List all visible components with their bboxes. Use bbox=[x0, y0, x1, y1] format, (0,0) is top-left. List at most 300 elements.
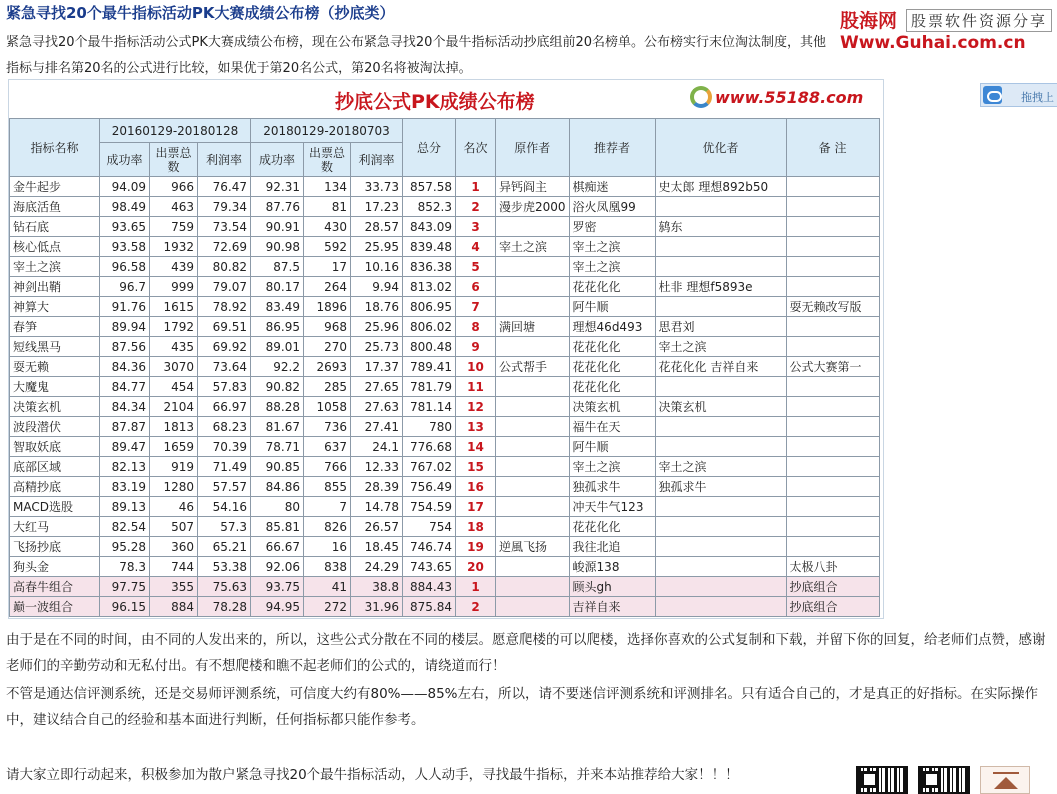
cell-note bbox=[786, 517, 879, 537]
cell-profit-2: 25.73 bbox=[351, 337, 403, 357]
cell-total: 789.41 bbox=[403, 357, 456, 377]
cell-profit-1: 76.47 bbox=[198, 177, 251, 197]
cell-signals-2: 264 bbox=[304, 277, 351, 297]
cell-note bbox=[786, 217, 879, 237]
cell-success-1: 97.75 bbox=[100, 577, 150, 597]
cell-author: 宰土之滨 bbox=[496, 237, 570, 257]
cloud-icon bbox=[983, 86, 1002, 104]
qr-code-icon bbox=[856, 766, 908, 794]
cell-note bbox=[786, 177, 879, 197]
cell-total: 767.02 bbox=[403, 457, 456, 477]
cell-profit-1: 57.57 bbox=[198, 477, 251, 497]
header-profit: 利润率 bbox=[351, 143, 403, 177]
cell-name: 大红马 bbox=[10, 517, 100, 537]
cell-note: 抄底组合 bbox=[786, 577, 879, 597]
cell-profit-1: 72.69 bbox=[198, 237, 251, 257]
cell-success-2: 80 bbox=[251, 497, 304, 517]
cell-success-2: 80.17 bbox=[251, 277, 304, 297]
logo-slogan: 股票软件资源分享 bbox=[906, 9, 1052, 32]
cell-success-2: 87.5 bbox=[251, 257, 304, 277]
cell-signals-1: 2104 bbox=[150, 397, 198, 417]
cell-optimizer bbox=[655, 597, 786, 617]
cell-success-2: 78.71 bbox=[251, 437, 304, 457]
cell-rank: 1 bbox=[456, 577, 496, 597]
cell-success-1: 96.15 bbox=[100, 597, 150, 617]
cell-author bbox=[496, 437, 570, 457]
header-success: 成功率 bbox=[251, 143, 304, 177]
cell-total: 839.48 bbox=[403, 237, 456, 257]
cell-rank: 7 bbox=[456, 297, 496, 317]
header-profit: 利润率 bbox=[198, 143, 251, 177]
cell-optimizer: 杜非 理想f5893e bbox=[655, 277, 786, 297]
cell-signals-2: 2693 bbox=[304, 357, 351, 377]
table-row bbox=[10, 517, 880, 537]
cell-author bbox=[496, 457, 570, 477]
cell-success-2: 66.67 bbox=[251, 537, 304, 557]
cell-success-1: 98.49 bbox=[100, 197, 150, 217]
cell-success-1: 94.09 bbox=[100, 177, 150, 197]
ranking-table bbox=[9, 118, 880, 617]
cell-note bbox=[786, 457, 879, 477]
cell-success-2: 92.06 bbox=[251, 557, 304, 577]
cell-total: 813.02 bbox=[403, 277, 456, 297]
cell-author bbox=[496, 597, 570, 617]
cell-signals-1: 1932 bbox=[150, 237, 198, 257]
table-row bbox=[10, 537, 880, 557]
cell-recommender: 花花化化 bbox=[569, 517, 655, 537]
cell-note bbox=[786, 317, 879, 337]
cell-signals-1: 439 bbox=[150, 257, 198, 277]
cell-optimizer bbox=[655, 417, 786, 437]
cell-total: 800.48 bbox=[403, 337, 456, 357]
table-row bbox=[10, 477, 880, 497]
swirl-icon bbox=[690, 86, 712, 108]
cell-success-1: 87.87 bbox=[100, 417, 150, 437]
cell-profit-1: 80.82 bbox=[198, 257, 251, 277]
cell-rank: 5 bbox=[456, 257, 496, 277]
cell-optimizer: 花花化化 吉祥自来 bbox=[655, 357, 786, 377]
cell-signals-2: 7 bbox=[304, 497, 351, 517]
cell-name: MACD选股 bbox=[10, 497, 100, 517]
table-row bbox=[10, 337, 880, 357]
cell-optimizer bbox=[655, 497, 786, 517]
cell-rank: 9 bbox=[456, 337, 496, 357]
intro-text: 紧急寻找20个最牛指标活动公式PK大赛成绩公布榜，现在公布紧急寻找20个最牛指标活动抄底组前20名榜单。公布榜实行末位淘汰制度，其他指标与排名第20名的公式进行比较，如果优于第20名公式，第20名将被淘汰掉。 bbox=[6, 35, 826, 76]
cell-signals-2: 826 bbox=[304, 517, 351, 537]
cell-rank: 14 bbox=[456, 437, 496, 457]
cell-signals-1: 435 bbox=[150, 337, 198, 357]
cell-recommender: 吉祥自来 bbox=[569, 597, 655, 617]
cell-total: 781.14 bbox=[403, 397, 456, 417]
header-period1: 20160129-20180128 bbox=[100, 119, 251, 143]
cell-profit-2: 24.29 bbox=[351, 557, 403, 577]
cell-author: 满回塘 bbox=[496, 317, 570, 337]
table-row bbox=[10, 257, 880, 277]
cell-recommender: 阿牛顺 bbox=[569, 437, 655, 457]
cell-author bbox=[496, 337, 570, 357]
cell-profit-1: 73.54 bbox=[198, 217, 251, 237]
cell-signals-1: 966 bbox=[150, 177, 198, 197]
cell-signals-2: 1896 bbox=[304, 297, 351, 317]
cell-success-1: 87.56 bbox=[100, 337, 150, 357]
cell-total: 806.95 bbox=[403, 297, 456, 317]
cell-success-2: 90.98 bbox=[251, 237, 304, 257]
cell-note: 太极八卦 bbox=[786, 557, 879, 577]
cell-author bbox=[496, 297, 570, 317]
cell-author: 异钙阎主 bbox=[496, 177, 570, 197]
back-to-top-button[interactable] bbox=[980, 766, 1030, 794]
table-row bbox=[10, 437, 880, 457]
cell-signals-2: 838 bbox=[304, 557, 351, 577]
cell-note bbox=[786, 377, 879, 397]
cell-signals-2: 968 bbox=[304, 317, 351, 337]
cell-note: 耍无赖改写版 bbox=[786, 297, 879, 317]
cell-note bbox=[786, 437, 879, 457]
cell-success-1: 93.58 bbox=[100, 237, 150, 257]
cell-rank: 12 bbox=[456, 397, 496, 417]
cell-success-2: 92.31 bbox=[251, 177, 304, 197]
cell-signals-1: 507 bbox=[150, 517, 198, 537]
cell-profit-2: 24.1 bbox=[351, 437, 403, 457]
cell-success-1: 96.7 bbox=[100, 277, 150, 297]
cell-success-1: 96.58 bbox=[100, 257, 150, 277]
cell-rank: 2 bbox=[456, 197, 496, 217]
cell-total: 780 bbox=[403, 417, 456, 437]
footer-paragraph-1: 由于是在不同的时间，由不同的人发出来的，所以，这些公式分散在不同的楼层。愿意爬楼的可以爬楼，选择你喜欢的公式复制和下载，并留下你的回复，给老师们点赞，感谢老师们的辛勤劳动和无私付出。有不想爬楼和瞧不起老师们的公式的，请绕道而行！ bbox=[6, 632, 1046, 674]
cell-success-2: 87.76 bbox=[251, 197, 304, 217]
cell-author: 逆風飞扬 bbox=[496, 537, 570, 557]
cell-profit-1: 68.23 bbox=[198, 417, 251, 437]
cell-note bbox=[786, 417, 879, 437]
cell-recommender: 阿牛顺 bbox=[569, 297, 655, 317]
cell-profit-2: 31.96 bbox=[351, 597, 403, 617]
cell-author bbox=[496, 577, 570, 597]
cell-success-1: 83.19 bbox=[100, 477, 150, 497]
cell-success-1: 84.36 bbox=[100, 357, 150, 377]
cell-profit-2: 28.57 bbox=[351, 217, 403, 237]
cell-profit-1: 54.16 bbox=[198, 497, 251, 517]
cell-profit-2: 14.78 bbox=[351, 497, 403, 517]
cell-optimizer: 宰土之滨 bbox=[655, 337, 786, 357]
site-logo[interactable] bbox=[834, 2, 1057, 54]
cell-signals-1: 919 bbox=[150, 457, 198, 477]
cell-success-2: 88.28 bbox=[251, 397, 304, 417]
cell-total: 776.68 bbox=[403, 437, 456, 457]
footer-paragraph-2: 不管是通达信评测系统，还是交易师评测系统，可信度大约有80%——85%左右，所以，请不要迷信评测系统和评测排名。只有适合自己的，才是真正的好指标。在实际操作中，建议结合自己的经验和基本面进行判断，任何指标都只能作参考。 bbox=[6, 686, 1039, 728]
cell-success-1: 89.13 bbox=[100, 497, 150, 517]
cell-profit-2: 25.95 bbox=[351, 237, 403, 257]
board-site-url: www.55188.com bbox=[715, 88, 864, 107]
cell-signals-1: 744 bbox=[150, 557, 198, 577]
cell-profit-1: 69.51 bbox=[198, 317, 251, 337]
cell-recommender: 我往北追 bbox=[569, 537, 655, 557]
cell-optimizer: 史太郎 理想892b50 bbox=[655, 177, 786, 197]
cell-profit-1: 71.49 bbox=[198, 457, 251, 477]
cell-success-2: 81.67 bbox=[251, 417, 304, 437]
table-row bbox=[10, 317, 880, 337]
cell-optimizer: 独孤求牛 bbox=[655, 477, 786, 497]
cell-recommender: 理想46d493 bbox=[569, 317, 655, 337]
cell-profit-2: 27.41 bbox=[351, 417, 403, 437]
cell-profit-2: 28.39 bbox=[351, 477, 403, 497]
cell-total: 843.09 bbox=[403, 217, 456, 237]
cell-name: 钻石底 bbox=[10, 217, 100, 237]
cell-recommender: 冲天牛气123 bbox=[569, 497, 655, 517]
cell-signals-2: 41 bbox=[304, 577, 351, 597]
cell-rank: 10 bbox=[456, 357, 496, 377]
cell-total: 746.74 bbox=[403, 537, 456, 557]
cell-profit-1: 65.21 bbox=[198, 537, 251, 557]
cell-optimizer bbox=[655, 377, 786, 397]
cell-rank: 4 bbox=[456, 237, 496, 257]
cell-author bbox=[496, 557, 570, 577]
cell-name: 巅一波组合 bbox=[10, 597, 100, 617]
cell-total: 754 bbox=[403, 517, 456, 537]
cell-total: 806.02 bbox=[403, 317, 456, 337]
cell-rank: 17 bbox=[456, 497, 496, 517]
cell-author bbox=[496, 477, 570, 497]
cell-optimizer: 宰土之滨 bbox=[655, 457, 786, 477]
cell-name: 神剑出鞘 bbox=[10, 277, 100, 297]
cell-profit-2: 17.37 bbox=[351, 357, 403, 377]
cell-signals-2: 736 bbox=[304, 417, 351, 437]
cell-signals-2: 855 bbox=[304, 477, 351, 497]
cell-rank: 6 bbox=[456, 277, 496, 297]
cell-note bbox=[786, 277, 879, 297]
cell-signals-1: 463 bbox=[150, 197, 198, 217]
cell-success-2: 85.81 bbox=[251, 517, 304, 537]
page-title: 紧急寻找20个最牛指标活动PK大赛成绩公布榜（抄底类） bbox=[6, 4, 395, 22]
cell-rank: 20 bbox=[456, 557, 496, 577]
cell-name: 春笋 bbox=[10, 317, 100, 337]
cell-success-2: 94.95 bbox=[251, 597, 304, 617]
cell-signals-1: 759 bbox=[150, 217, 198, 237]
cell-note bbox=[786, 237, 879, 257]
cell-signals-2: 16 bbox=[304, 537, 351, 557]
cell-signals-1: 1280 bbox=[150, 477, 198, 497]
cell-note bbox=[786, 537, 879, 557]
header-rank: 名次 bbox=[456, 119, 496, 177]
cell-author bbox=[496, 257, 570, 277]
cell-total: 836.38 bbox=[403, 257, 456, 277]
cell-profit-2: 27.63 bbox=[351, 397, 403, 417]
cell-optimizer bbox=[655, 577, 786, 597]
cell-optimizer bbox=[655, 437, 786, 457]
cell-name: 宰土之滨 bbox=[10, 257, 100, 277]
cell-author bbox=[496, 377, 570, 397]
header-author: 原作者 bbox=[496, 119, 570, 177]
table-row bbox=[10, 197, 880, 217]
cell-signals-2: 430 bbox=[304, 217, 351, 237]
cell-signals-2: 134 bbox=[304, 177, 351, 197]
table-row bbox=[10, 297, 880, 317]
cell-optimizer: 思君刘 bbox=[655, 317, 786, 337]
cell-recommender: 浴火凤凰99 bbox=[569, 197, 655, 217]
cell-note bbox=[786, 257, 879, 277]
cell-total: 875.84 bbox=[403, 597, 456, 617]
cell-name: 金牛起步 bbox=[10, 177, 100, 197]
cell-success-1: 93.65 bbox=[100, 217, 150, 237]
cell-success-1: 78.3 bbox=[100, 557, 150, 577]
cell-recommender: 花花化化 bbox=[569, 337, 655, 357]
cell-profit-1: 57.83 bbox=[198, 377, 251, 397]
cell-total: 884.43 bbox=[403, 577, 456, 597]
cell-author bbox=[496, 417, 570, 437]
cell-note bbox=[786, 497, 879, 517]
cell-success-2: 90.85 bbox=[251, 457, 304, 477]
cell-success-1: 82.13 bbox=[100, 457, 150, 477]
cell-success-2: 84.86 bbox=[251, 477, 304, 497]
share-drag-label: 拖拽上 bbox=[1021, 91, 1054, 104]
table-row bbox=[10, 377, 880, 397]
cell-recommender: 顾头gh bbox=[569, 577, 655, 597]
footer-paragraph-3: 请大家立即行动起来，积极参加为散户紧急寻找20个最牛指标活动，人人动手，寻找最牛指标，并来本站推荐给大家！！！ bbox=[6, 767, 739, 783]
cell-total: 857.58 bbox=[403, 177, 456, 197]
cell-signals-2: 270 bbox=[304, 337, 351, 357]
cell-optimizer bbox=[655, 237, 786, 257]
header-recommender: 推荐者 bbox=[569, 119, 655, 177]
cell-recommender: 宰土之滨 bbox=[569, 457, 655, 477]
cell-author bbox=[496, 277, 570, 297]
cell-note: 公式大赛第一 bbox=[786, 357, 879, 377]
header-optimizer: 优化者 bbox=[655, 119, 786, 177]
cell-signals-1: 454 bbox=[150, 377, 198, 397]
cell-optimizer: 鸫东 bbox=[655, 217, 786, 237]
cell-note bbox=[786, 477, 879, 497]
cell-profit-2: 25.96 bbox=[351, 317, 403, 337]
table-row bbox=[10, 237, 880, 257]
header-success: 成功率 bbox=[100, 143, 150, 177]
cell-signals-2: 766 bbox=[304, 457, 351, 477]
cell-signals-1: 1659 bbox=[150, 437, 198, 457]
cell-rank: 2 bbox=[456, 597, 496, 617]
cell-optimizer bbox=[655, 557, 786, 577]
cell-success-2: 83.49 bbox=[251, 297, 304, 317]
cell-name: 短线黑马 bbox=[10, 337, 100, 357]
cell-total: 754.59 bbox=[403, 497, 456, 517]
cell-name: 神算大 bbox=[10, 297, 100, 317]
cell-signals-1: 1792 bbox=[150, 317, 198, 337]
cell-profit-2: 10.16 bbox=[351, 257, 403, 277]
cell-signals-2: 592 bbox=[304, 237, 351, 257]
header-note: 备 注 bbox=[786, 119, 879, 177]
cell-recommender: 宰土之滨 bbox=[569, 237, 655, 257]
cell-note bbox=[786, 337, 879, 357]
cell-profit-1: 73.64 bbox=[198, 357, 251, 377]
cell-total: 852.3 bbox=[403, 197, 456, 217]
table-row bbox=[10, 557, 880, 577]
cell-success-2: 90.91 bbox=[251, 217, 304, 237]
cell-author: 公式帮手 bbox=[496, 357, 570, 377]
table-row bbox=[10, 497, 880, 517]
cell-signals-2: 272 bbox=[304, 597, 351, 617]
board-title: 抄底公式PK成绩公布榜 bbox=[335, 91, 535, 113]
cell-name: 高春牛组合 bbox=[10, 577, 100, 597]
cell-success-1: 82.54 bbox=[100, 517, 150, 537]
cell-rank: 13 bbox=[456, 417, 496, 437]
combo-row bbox=[10, 577, 880, 597]
cell-total: 781.79 bbox=[403, 377, 456, 397]
table-row bbox=[10, 417, 880, 437]
cell-recommender: 花花化化 bbox=[569, 357, 655, 377]
cell-signals-2: 637 bbox=[304, 437, 351, 457]
cell-rank: 15 bbox=[456, 457, 496, 477]
share-drag-button[interactable] bbox=[980, 83, 1057, 107]
cell-name: 底部区域 bbox=[10, 457, 100, 477]
cell-optimizer bbox=[655, 517, 786, 537]
cell-profit-1: 53.38 bbox=[198, 557, 251, 577]
cell-success-1: 95.28 bbox=[100, 537, 150, 557]
cell-recommender: 花花化化 bbox=[569, 377, 655, 397]
cell-success-2: 86.95 bbox=[251, 317, 304, 337]
cell-rank: 19 bbox=[456, 537, 496, 557]
header-period2: 20180129-20180703 bbox=[251, 119, 403, 143]
cell-profit-2: 27.65 bbox=[351, 377, 403, 397]
cell-profit-1: 78.28 bbox=[198, 597, 251, 617]
cell-author bbox=[496, 517, 570, 537]
cell-signals-2: 285 bbox=[304, 377, 351, 397]
cell-recommender: 福牛在天 bbox=[569, 417, 655, 437]
cell-note bbox=[786, 397, 879, 417]
cell-rank: 16 bbox=[456, 477, 496, 497]
cell-name: 核心低点 bbox=[10, 237, 100, 257]
cell-signals-1: 46 bbox=[150, 497, 198, 517]
cell-name: 智取妖底 bbox=[10, 437, 100, 457]
cell-recommender: 峻源138 bbox=[569, 557, 655, 577]
table-row bbox=[10, 397, 880, 417]
cell-profit-2: 12.33 bbox=[351, 457, 403, 477]
header-signals: 出票总数 bbox=[150, 143, 198, 177]
cell-profit-1: 66.97 bbox=[198, 397, 251, 417]
cell-author: 漫步虎2000 bbox=[496, 197, 570, 217]
table-row bbox=[10, 217, 880, 237]
board-site-mark bbox=[690, 86, 863, 108]
cell-name: 海底活鱼 bbox=[10, 197, 100, 217]
cell-note: 抄底组合 bbox=[786, 597, 879, 617]
cell-recommender: 罗密 bbox=[569, 217, 655, 237]
cell-optimizer bbox=[655, 257, 786, 277]
cell-name: 波段潜伏 bbox=[10, 417, 100, 437]
cell-optimizer bbox=[655, 197, 786, 217]
cell-recommender: 花花化化 bbox=[569, 277, 655, 297]
cell-success-1: 84.34 bbox=[100, 397, 150, 417]
cell-profit-2: 18.45 bbox=[351, 537, 403, 557]
cell-author bbox=[496, 217, 570, 237]
cell-name: 决策玄机 bbox=[10, 397, 100, 417]
cell-author bbox=[496, 397, 570, 417]
logo-brand: 股海网 bbox=[840, 10, 898, 32]
cell-signals-1: 355 bbox=[150, 577, 198, 597]
cell-recommender: 宰土之滨 bbox=[569, 257, 655, 277]
board-header bbox=[9, 80, 883, 118]
cell-success-1: 91.76 bbox=[100, 297, 150, 317]
cell-success-2: 89.01 bbox=[251, 337, 304, 357]
table-row bbox=[10, 177, 880, 197]
cell-rank: 1 bbox=[456, 177, 496, 197]
cell-name: 耍无赖 bbox=[10, 357, 100, 377]
cell-rank: 8 bbox=[456, 317, 496, 337]
cell-total: 743.65 bbox=[403, 557, 456, 577]
cell-rank: 3 bbox=[456, 217, 496, 237]
table-row bbox=[10, 457, 880, 477]
header-total: 总分 bbox=[403, 119, 456, 177]
cell-signals-1: 1615 bbox=[150, 297, 198, 317]
table-row bbox=[10, 277, 880, 297]
cell-recommender: 独孤求牛 bbox=[569, 477, 655, 497]
cell-rank: 18 bbox=[456, 517, 496, 537]
cell-success-1: 84.77 bbox=[100, 377, 150, 397]
cell-signals-1: 360 bbox=[150, 537, 198, 557]
